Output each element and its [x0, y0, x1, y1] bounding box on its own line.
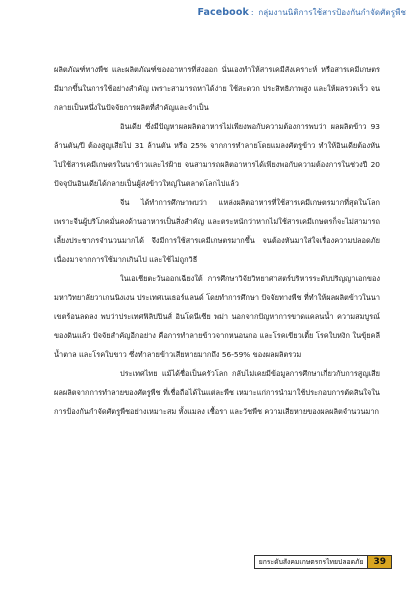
facebook-label: Facebook [197, 7, 249, 18]
body-text [54, 60, 380, 421]
paragraph-thailand: ประเทศไทย แม้ได้ชื่อเป็นครัวโลก กลับไม่เคยมีข้อมูลการศึกษาเกี่ยวกับการสูญเสียผลผลิตจากการทำลายของศัตรูพืช ที่เชื่อถือได้ในแต่ละพืช เหมาะแก่การนำมาใช้ประกอบการตัดสินใจในการป้องกันกำจัดศัตรูพืชอย่างเหมาะสม ทั้งแมลง เชื้อรา และวัชพืช ความเสียหายของผลผลิตจำนวนมาก [54, 369, 380, 416]
paragraph-southeast-asia: ในเอเชียตะวันออกเฉียงใต้ การศึกษาวิจัยวิทยาศาสตร์บริหารระดับปริญญาเอกของมหาวิทยาลัยวาเกนนิงเงน ประเทศเนเธอร์แลนด์ โดยทำการศึกษา ปัจจัยทางพืช ที่ทำให้ผลผลิตข้าวในนาเขตร้อนลดลง พบว่าประเทศฟิลิปปินส์ อินโดนีเซีย พม่า นอกจากปัญหาการขาดแคลนน้ำ ความสมบูรณ์ของดินแล้ว ปัจจัยสำคัญอีกอย่าง คือการทำลายข้าวจากหนอนกอ และโรคเขียวเตี้ย โรคใบหงิก ในขุ้ยคลีน้ำตาล และโรคใบขาว ซึ่งทำลายข้าวเสียหายมากถึง 56-59% ของผลผลิตรวม [54, 274, 380, 359]
paragraph-india: อินเดีย ซึ่งมีปัญหาผลผลิตอาหารไม่เพียงพอกับความต้องการพบว่า ผลผลิตข้าว 93 ล้านตัน/ปี ต้องสูญเสียไป 31 ล้านตัน หรือ 25% จากการทำลายโดยแมลงศัตรูข้าว ทำให้อินเดียต้องหันไปใช้สารเคมีเกษตรในนาข้าวและไร่ฝ้าย จนสามารถผลิตอาหารได้เพียงพอกับความต้องการในช่วงปี 20 ปัจจุบันอินเดียได้กลายเป็นผู้ส่งข้าวใหญ่ในตลาดโลกไปแล้ว [54, 122, 380, 188]
paragraph-1: ผลิตภัณฑ์ทางพืช และผลิตภัณฑ์ของอาหารที่ส่งออก นั่นเองทำให้สารเคมีสังเคราะห์ หรือสารเคมีเกษตร มีมากขึ้นในการใช้อย่างสำคัญ เพราะสามารถหาได้ง่าย ใช้สะดวก ประสิทธิภาพสูง และให้ผลรวดเร็ว จนกลายเป็นหนึ่งในปัจจัยการผลิตที่สำคัญและจำเป็น [54, 65, 380, 112]
paragraph-china: จีน ได้ทำการศึกษาพบว่า แหล่งผลิตอาหารที่ใช้สารเคมีเกษตรมากที่สุดในโลก เพราะจีนผู้บริโภคมั่นคงด้านอาหารเป็นสิ่งสำคัญ และตระหนักว่าหากไม่ใช้สารเคมีเกษตรก็จะไม่สามารถเลี้ยงประชากรจำนวนมากได้ จึงมีการใช้สารเคมีเกษตรมากขึ้น จนต้องหันมาใส่ใจเรื่องความปลอดภัยเนื่องมาจากการใช้มากเกินไป และใช้ไม่ถูกวิธี [54, 198, 380, 264]
page-footer [254, 555, 392, 569]
footer-title: ยกระดับสังคมเกษตรกรไทยปลอดภัย [254, 555, 368, 569]
page-header [197, 6, 406, 19]
page-number: 39 [367, 555, 392, 569]
header-separator: : [250, 8, 254, 17]
group-name: กลุ่มงานนิติการใช้สารป้องกันกำจัดศัตรูพืช [258, 8, 406, 17]
